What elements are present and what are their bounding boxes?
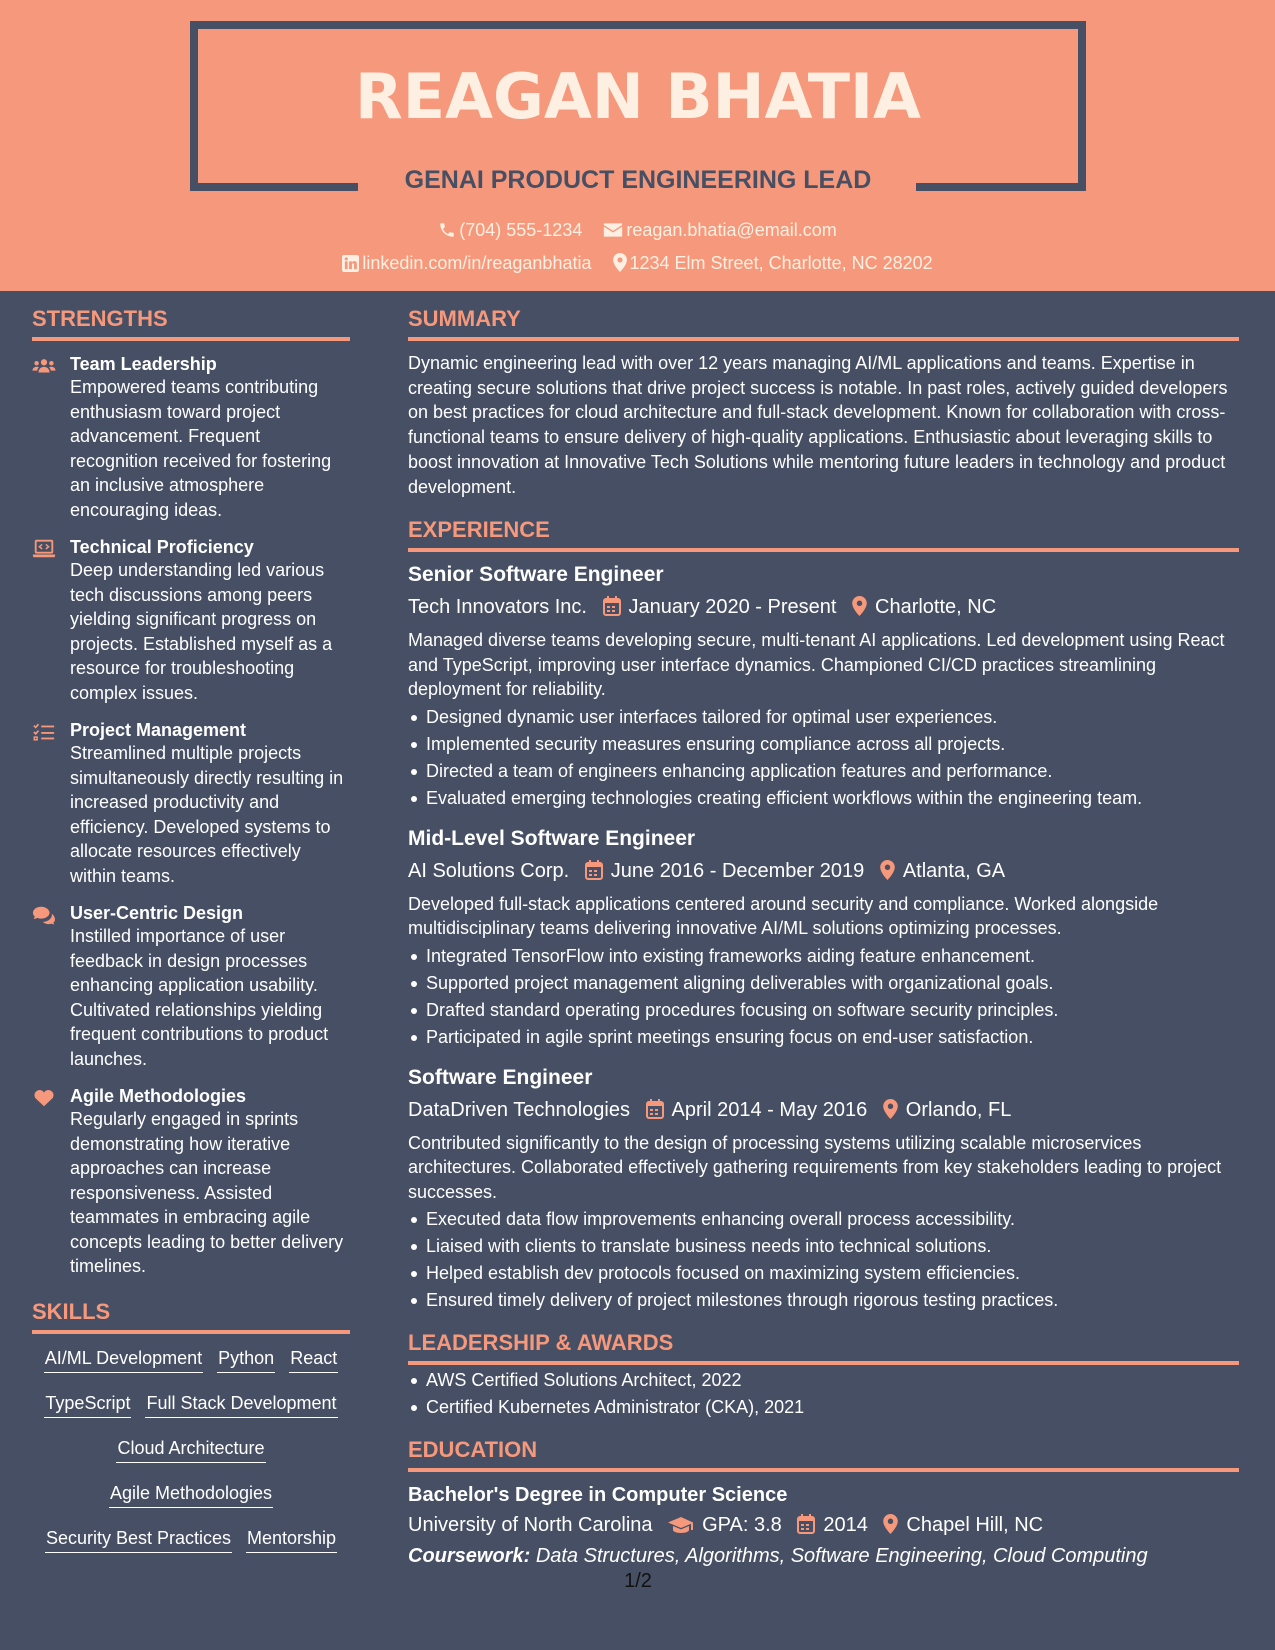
comments-icon (32, 905, 56, 925)
experience-heading: EXPERIENCE (408, 517, 1239, 552)
list-item: Executed data flow improvements enhancing overall process accessibility. (408, 1206, 1239, 1233)
candidate-role: GENAI PRODUCT ENGINEERING LEAD (404, 166, 872, 194)
skills-list (32, 1346, 350, 1553)
school-name: University of North Carolina (408, 1514, 653, 1537)
map-marker-icon (883, 1514, 898, 1534)
summary-text: Dynamic engineering lead with over 12 years managing AI/ML applications and teams. Expertise in creating secure solutions that drive project success is notable. In past roles, actively guided developers on best practices for cloud architecture and full-stack development. Known for collaboration with cross-functional teams to ensure delivery of high-quality applications. Enthusiastic about leveraging skills to boost innovation at Innovative Tech Solutions while mentoring future leaders in technology and product development. (408, 353, 1228, 497)
job-title: Senior Software Engineer (408, 563, 664, 587)
contact-row-1 (0, 220, 1275, 241)
strength-item (32, 902, 350, 1071)
list-item: Integrated TensorFlow into existing frameworks aiding feature enhancement. (408, 943, 1239, 970)
job-entry (408, 562, 1239, 812)
coursework-label: Coursework: (408, 1545, 531, 1568)
skill-tag: TypeScript (44, 1391, 131, 1418)
strength-desc: Instilled importance of user feedback in design processes enhancing application usability. Cultivated relationships yielding frequent contributions to product launches. (70, 926, 329, 1069)
laptop-code-icon (32, 539, 56, 559)
map-marker-icon (880, 860, 895, 880)
calendar-icon (585, 860, 603, 880)
leadership-list (408, 1367, 1239, 1421)
leadership-heading: LEADERSHIP & AWARDS (408, 1330, 1239, 1365)
skill-tag: Security Best Practices (45, 1526, 232, 1553)
linkedin-item[interactable] (342, 253, 591, 274)
job-dates: April 2014 - May 2016 (671, 1098, 868, 1121)
strength-desc: Empowered teams contributing enthusiasm toward project advancement. Frequent recognition received for fostering an inclusive atmosphere encouraging ideas. (70, 377, 332, 520)
list-item: Implemented security measures ensuring compliance across all projects. (408, 731, 1239, 758)
strength-title: User-Centric Design (70, 903, 244, 923)
strength-desc: Deep understanding led various tech discussions among peers yielding significant progress on projects. Established myself as a resource for troubleshooting complex issues. (70, 560, 333, 703)
gpa-text: GPA: 3.8 (702, 1514, 782, 1537)
heart-icon (32, 1088, 56, 1108)
list-item: Ensured timely delivery of project milestones through rigorous testing practices. (408, 1287, 1239, 1314)
calendar-icon (603, 596, 621, 616)
strength-desc: Regularly engaged in sprints demonstrating how iterative approaches can increase responsiveness. Assisted teammates in embracing agile concepts leading to better delivery timelines. (70, 1109, 344, 1276)
job-description: Managed diverse teams developing secure, multi-tenant AI applications. Led development using React and TypeScript, improving user interface dynamics. Championed CI/CD practices streamlining deployment for reliability. (408, 630, 1225, 700)
company-name: AI Solutions Corp. (408, 859, 570, 882)
calendar-icon (797, 1514, 815, 1534)
skill-tag: Cloud Architecture (116, 1436, 265, 1463)
skills-heading: SKILLS (32, 1299, 350, 1334)
map-marker-icon (852, 596, 867, 616)
strength-title: Project Management (70, 720, 247, 740)
right-column (408, 306, 1239, 1569)
strengths-heading: STRENGTHS (32, 306, 350, 341)
linkedin-icon (342, 255, 359, 272)
job-dates: June 2016 - December 2019 (610, 859, 865, 882)
job-entry (408, 826, 1239, 1051)
skill-tag: AI/ML Development (44, 1346, 203, 1373)
job-meta (408, 858, 1239, 884)
list-item: Designed dynamic user interfaces tailored for optimal user experiences. (408, 704, 1239, 731)
left-column (32, 306, 350, 1571)
list-item: Participated in agile sprint meetings ensuring focus on end-user satisfaction. (408, 1024, 1239, 1051)
list-item: Certified Kubernetes Administrator (CKA), 2021 (408, 1394, 1239, 1421)
candidate-name: REAGAN BHATIA (354, 60, 922, 133)
calendar-icon (646, 1099, 664, 1119)
job-location: Orlando, FL (905, 1098, 1012, 1121)
job-location: Charlotte, NC (875, 596, 997, 619)
strengths-list (32, 353, 350, 1279)
company-name: DataDriven Technologies (408, 1098, 630, 1121)
skill-tag: Mentorship (246, 1526, 337, 1553)
page-number: 1/2 (624, 1570, 652, 1592)
job-description: Contributed significantly to the design of processing systems utilizing scalable microservices architectures. Collaborated effectively gathering requirements from key stakeholders leading to project successes. (408, 1132, 1222, 1202)
job-meta (408, 594, 1239, 620)
map-marker-icon (883, 1099, 898, 1119)
users-icon (32, 356, 56, 376)
graduation-year: 2014 (823, 1514, 868, 1537)
phone-text: (704) 555-1234 (459, 220, 583, 240)
list-item: Helped establish dev protocols focused on maximizing system efficiencies. (408, 1260, 1239, 1287)
strength-item (32, 719, 350, 888)
address-text: 1234 Elm Street, Charlotte, NC 28202 (629, 253, 933, 273)
skill-tag: Full Stack Development (145, 1391, 337, 1418)
strength-item (32, 1085, 350, 1279)
education-location: Chapel Hill, NC (906, 1514, 1044, 1537)
list-item: AWS Certified Solutions Architect, 2022 (408, 1367, 1239, 1394)
strength-title: Agile Methodologies (70, 1086, 247, 1106)
degree-title: Bachelor's Degree in Computer Science (408, 1484, 788, 1507)
job-bullets (408, 943, 1239, 1051)
list-item: Supported project management aligning deliverables with organizational goals. (408, 970, 1239, 997)
job-bullets (408, 1206, 1239, 1314)
job-meta (408, 1097, 1239, 1123)
email-item[interactable] (603, 220, 836, 241)
linkedin-text: linkedin.com/in/reaganbhatia (362, 253, 592, 273)
address-item (613, 253, 933, 274)
skill-tag: Python (217, 1346, 275, 1373)
strength-title: Technical Proficiency (70, 537, 254, 557)
strength-title: Team Leadership (70, 354, 217, 374)
phone-item[interactable] (438, 220, 582, 241)
strength-item (32, 536, 350, 705)
strength-desc: Streamlined multiple projects simultaneously directly resulting in increased productivity and efficiency. Developed systems to allocate resources effectively within teams. (70, 743, 344, 886)
company-name: Tech Innovators Inc. (408, 596, 587, 619)
map-marker-icon (613, 253, 627, 272)
graduation-cap-icon (668, 1516, 694, 1534)
job-title: Software Engineer (408, 1065, 593, 1089)
coursework-text: Data Structures, Algorithms, Software Engineering, Cloud Computing (535, 1545, 1148, 1568)
education-meta (408, 1512, 1239, 1538)
job-location: Atlanta, GA (902, 859, 1006, 882)
strength-item (32, 353, 350, 522)
email-text: reagan.bhatia@email.com (626, 220, 837, 240)
job-bullets (408, 704, 1239, 812)
list-item: Directed a team of engineers enhancing application features and performance. (408, 758, 1239, 785)
list-item: Liaised with clients to translate business needs into technical solutions. (408, 1233, 1239, 1260)
coursework (408, 1543, 1239, 1569)
phone-icon (438, 221, 456, 239)
tasks-icon (32, 722, 56, 742)
skill-tag: React (289, 1346, 338, 1373)
job-dates: January 2020 - Present (628, 596, 837, 619)
job-entry (408, 1065, 1239, 1315)
contact-row-2 (0, 253, 1275, 274)
job-description: Developed full-stack applications centered around security and compliance. Worked alongside multidisciplinary teams delivering innovative AI/ML solutions optimizing processes. (408, 893, 1159, 939)
envelope-icon (603, 221, 623, 239)
resume-header (0, 0, 1275, 291)
list-item: Drafted standard operating procedures focusing on software security principles. (408, 997, 1239, 1024)
job-title: Mid-Level Software Engineer (408, 826, 696, 850)
list-item: Evaluated emerging technologies creating efficient workflows within the engineering team. (408, 785, 1239, 812)
education-heading: EDUCATION (408, 1437, 1239, 1472)
summary-heading: SUMMARY (408, 306, 1239, 341)
skill-tag: Agile Methodologies (109, 1481, 273, 1508)
